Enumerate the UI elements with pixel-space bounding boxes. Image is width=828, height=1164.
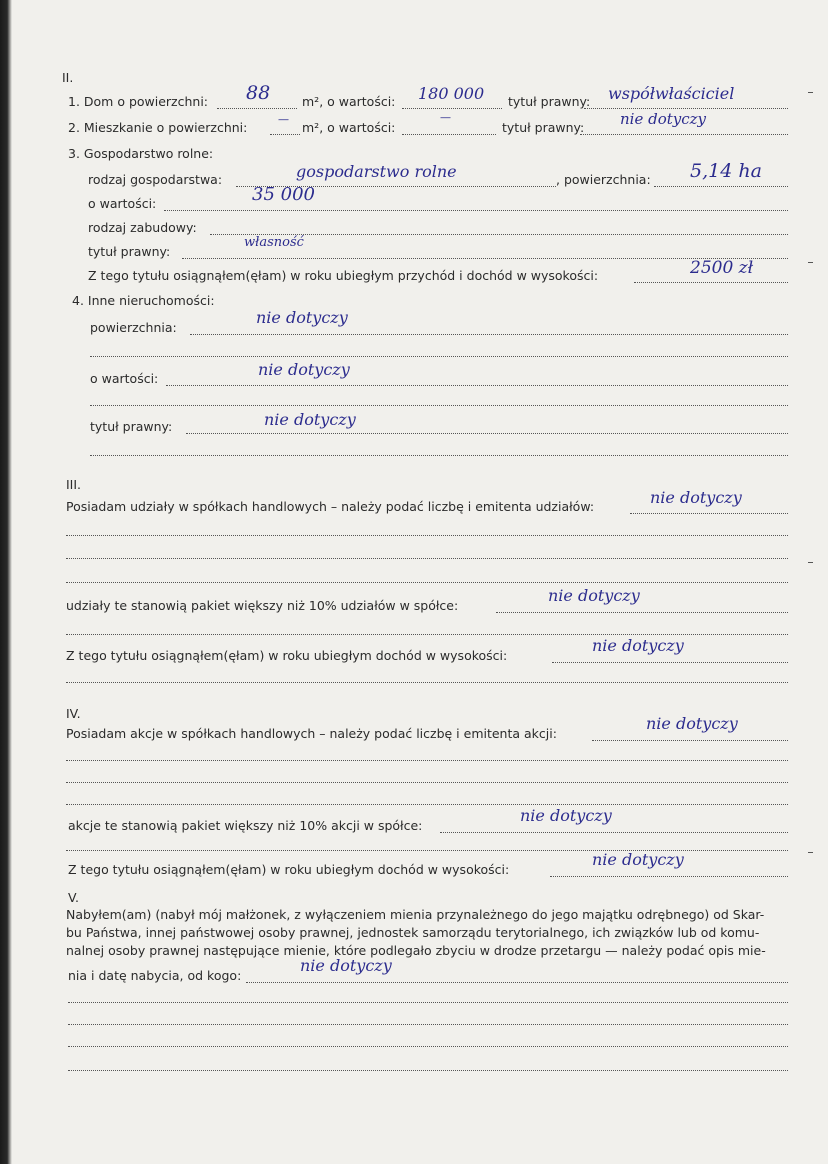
mieszkanie-title-label: tytuł prawny: <box>502 120 585 135</box>
akcje-dots-3 <box>66 782 788 783</box>
gospodarstwo-przychod-dots <box>634 282 788 283</box>
rodzaj-gospodarstwa-label: rodzaj gospodarstwa: <box>88 172 223 187</box>
inne-tytul-value: nie dotyczy <box>264 410 356 429</box>
akcje-label: Posiadam akcje w spółkach handlowych – należy podać liczbę i emitenta akcji: <box>66 726 557 741</box>
mieszkanie-title-dots <box>580 134 788 135</box>
inne-nieruchomosci-label: 4. Inne nieruchomości: <box>72 293 215 308</box>
section-v-line-2: bu Państwa, innej państwowej osoby prawnej, jednostek samorządu terytorialnego, ich związków lub od komu- <box>66 925 760 940</box>
udzialy-dots-3 <box>66 558 788 559</box>
gospodarstwo-label: 3. Gospodarstwo rolne: <box>68 146 214 161</box>
dom-title-dots <box>584 108 788 109</box>
akcje-value: nie dotyczy <box>646 714 738 733</box>
dom-title-label: tytuł prawny: <box>508 94 591 109</box>
rodzaj-zabudowy-label: rodzaj zabudowy: <box>88 220 197 235</box>
inne-powierzchnia-value: nie dotyczy <box>256 308 348 327</box>
dom-value: 180 000 <box>418 84 485 103</box>
udzialy-dochod-label: Z tego tytułu osiągnąłem(ęłam) w roku ubiegłym dochód w wysokości: <box>66 648 508 663</box>
inne-tytul-dots <box>186 433 788 434</box>
scan-mark <box>808 852 813 853</box>
dom-title-value: współwłaściciel <box>608 84 735 103</box>
udzialy-dochod-dots <box>552 662 788 663</box>
gospodarstwo-tytul-value: własność <box>244 235 304 250</box>
section-iii-number: III. <box>66 477 82 492</box>
gospodarstwo-wartosc-value: 35 000 <box>252 184 315 205</box>
akcje-dochod-value: nie dotyczy <box>592 850 684 869</box>
scan-mark <box>808 262 813 263</box>
gospodarstwo-przychod-value: 2500 zł <box>690 258 754 278</box>
mieszkanie-area-value: — <box>278 113 289 126</box>
section-v-dots-3 <box>68 1024 788 1025</box>
gospodarstwo-przychod-label: Z tego tytułu osiągnąłem(ęłam) w roku ubiegłym przychód i dochód w wysokości: <box>88 268 599 283</box>
udzialy-pakiet-dots-2 <box>66 634 788 635</box>
section-v-line-3: nalnej osoby prawnej następujące mienie, które podlegało zbyciu w drodze przetargu — należy podać opis mie- <box>66 943 766 958</box>
inne-powierzchnia-dots <box>190 334 788 335</box>
section-v-dots <box>246 982 788 983</box>
scan-mark <box>808 92 813 93</box>
akcje-pakiet-label: akcje te stanowią pakiet większy niż 10% akcji w spółce: <box>68 818 423 833</box>
udzialy-label: Posiadam udziały w spółkach handlowych – należy podać liczbę i emitenta udziałów: <box>66 499 595 514</box>
udzialy-dots-2 <box>66 535 788 536</box>
dom-area-value: 88 <box>246 82 271 104</box>
inne-wartosc-dots <box>166 385 788 386</box>
section-v-dots-4 <box>68 1046 788 1047</box>
inne-powierzchnia-label: powierzchnia: <box>90 320 177 335</box>
udzialy-pakiet-label: udziały te stanowią pakiet większy niż 10% udziałów w spółce: <box>66 598 459 613</box>
gospodarstwo-tytul-label: tytuł prawny: <box>88 244 171 259</box>
mieszkanie-title-value: nie dotyczy <box>620 110 707 128</box>
inne-powierzchnia-dots-2 <box>90 356 788 357</box>
inne-wartosc-label: o wartości: <box>90 371 159 386</box>
section-v-line-1: Nabyłem(am) (nabył mój małżonek, z wyłączeniem mienia przynależnego do jego majątku odrębnego) od Skar- <box>66 907 765 922</box>
udzialy-value: nie dotyczy <box>650 488 742 507</box>
powierzchnia-dots <box>654 186 788 187</box>
inne-wartosc-value: nie dotyczy <box>258 360 350 379</box>
akcje-dots-2 <box>66 760 788 761</box>
akcje-pakiet-value: nie dotyczy <box>520 806 612 825</box>
dom-label: 1. Dom o powierzchni: <box>68 94 209 109</box>
inne-wartosc-dots-2 <box>90 405 788 406</box>
gospodarstwo-wartosc-dots <box>164 210 788 211</box>
dom-area-dots <box>217 108 297 109</box>
rodzaj-gospodarstwa-value: gospodarstwo rolne <box>296 162 457 181</box>
section-v-value: nie dotyczy <box>300 956 392 975</box>
mieszkanie-unit-label: m², o wartości: <box>302 120 396 135</box>
udzialy-dots-4 <box>66 582 788 583</box>
akcje-dots <box>592 740 788 741</box>
section-v-dots-5 <box>68 1070 788 1071</box>
akcje-pakiet-dots <box>440 832 788 833</box>
akcje-dots-4 <box>66 804 788 805</box>
akcje-dochod-dots <box>550 876 788 877</box>
udzialy-pakiet-value: nie dotyczy <box>548 586 640 605</box>
udzialy-pakiet-dots <box>496 612 788 613</box>
mieszkanie-label: 2. Mieszkanie o powierzchni: <box>68 120 248 135</box>
powierzchnia-label: , powierzchnia: <box>556 172 651 187</box>
section-v-line-4-label: nia i datę nabycia, od kogo: <box>68 968 242 983</box>
powierzchnia-value: 5,14 ha <box>690 160 762 182</box>
mieszkanie-area-dots <box>270 134 300 135</box>
mieszkanie-value: — <box>440 111 451 124</box>
section-ii-number: II. <box>62 70 74 85</box>
scan-mark <box>808 562 813 563</box>
section-v-number: V. <box>68 890 79 905</box>
section-iv-number: IV. <box>66 706 81 721</box>
akcje-dochod-label: Z tego tytułu osiągnąłem(ęłam) w roku ubiegłym dochód w wysokości: <box>68 862 510 877</box>
udzialy-dochod-value: nie dotyczy <box>592 636 684 655</box>
dom-unit-label: m², o wartości: <box>302 94 396 109</box>
dom-value-dots <box>402 108 502 109</box>
section-v-dots-2 <box>68 1002 788 1003</box>
udzialy-dots <box>630 513 788 514</box>
udzialy-dochod-dots-2 <box>66 682 788 683</box>
mieszkanie-value-dots <box>402 134 496 135</box>
gospodarstwo-wartosc-label: o wartości: <box>88 196 157 211</box>
inne-tytul-label: tytuł prawny: <box>90 419 173 434</box>
scan-edge <box>0 0 12 1164</box>
section-v-text <box>66 906 784 960</box>
inne-tytul-dots-2 <box>90 455 788 456</box>
